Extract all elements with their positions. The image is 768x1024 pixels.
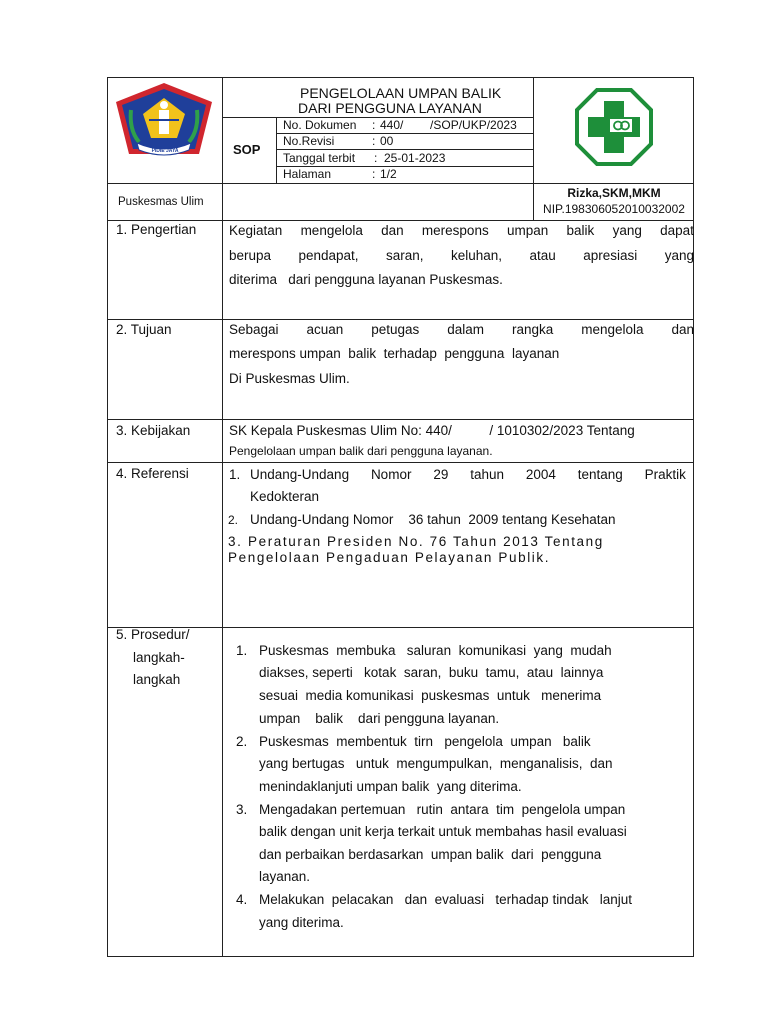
procedure-step-4-line-1: Melakukan pelacakan dan evaluasi terhadap tindak lanjut — [259, 892, 632, 907]
meta-sep-revision: : — [372, 134, 376, 148]
word: Praktik — [644, 467, 686, 482]
word: yang — [612, 223, 642, 238]
procedure-step-number-1: 1. — [236, 643, 248, 658]
word: mengelola — [300, 223, 363, 238]
section-label-policy: 3. Kebijakan — [116, 423, 191, 438]
meta-key-revision: No.Revisi — [283, 134, 335, 148]
section-label-procedure-1: 5. Prosedur/ — [116, 627, 190, 642]
policy-line-1: SK Kepala Puskesmas Ulim No: 440/ / 1010302/2023 Tentang — [229, 423, 635, 438]
reference-number-1: 1. — [229, 467, 241, 482]
meta-key-doc-number: No. Dokumen — [283, 118, 357, 132]
reference-item-1-cont: Kedokteran — [250, 489, 320, 504]
signer-nip: NIP.198306052010032002 — [543, 202, 685, 216]
procedure-step-4-line-2: yang diterima. — [259, 915, 344, 930]
procedure-step-3-line-3: dan perbaikan berdasarkan umpan balik dari pengguna — [259, 847, 602, 862]
section-line-3 — [107, 462, 694, 463]
signer-name: Rizka,SKM,MKM — [567, 186, 661, 200]
section-label-definition: 1. Pengertian — [116, 222, 197, 237]
reference-item-2: Undang-Undang Nomor 36 tahun 2009 tentang Kesehatan — [250, 512, 616, 527]
meta-sep-doc-number: : — [372, 118, 376, 132]
procedure-step-2-line-2: yang bertugas untuk mengumpulkan, menganalisis, dan — [259, 756, 613, 771]
word: merespons — [421, 223, 489, 238]
word: tentang — [577, 467, 623, 482]
section-line-1 — [107, 319, 694, 320]
meta-value-revision: 00 — [380, 134, 394, 148]
org-name: Puskesmas Ulim — [118, 196, 204, 208]
sop-label: SOP — [233, 142, 261, 157]
word: atau — [529, 248, 556, 263]
purpose-line-2: merespons umpan balik terhadap pengguna layanan — [229, 346, 560, 361]
table-border-left — [107, 77, 108, 957]
header-divider-logo — [222, 77, 223, 957]
procedure-step-1-line-3: sesuai media komunikasi puskesmas untuk menerima — [259, 688, 602, 703]
word: Undang-Undang — [250, 467, 350, 482]
procedure-step-number-4: 4. — [236, 892, 248, 907]
word: Kegiatan — [229, 223, 283, 238]
meta-key-issue-date: Tanggal terbit — [283, 151, 356, 165]
section-label-purpose: 2. Tujuan — [116, 322, 172, 337]
word: pendapat, — [298, 248, 359, 263]
word: dan — [381, 223, 404, 238]
section-line-4 — [107, 627, 694, 628]
table-border-bottom — [107, 956, 694, 957]
document-title-line-2: DARI PENGGUNA LAYANAN — [298, 100, 482, 116]
word: keluhan, — [451, 248, 503, 263]
procedure-step-3-line-1: Mengadakan pertemuan rutin antara tim pengelola umpan — [259, 802, 626, 817]
section-label-procedure-3: langkah — [133, 672, 181, 687]
word: dapat — [660, 223, 694, 238]
word: balik — [566, 223, 595, 238]
procedure-step-3-line-4: layanan. — [259, 869, 311, 884]
word: dalam — [447, 322, 485, 337]
section-label-references: 4. Referensi — [116, 466, 189, 481]
word: dan — [671, 322, 694, 337]
word: mengelola — [581, 322, 644, 337]
policy-line-2: Pengelolaan umpan balik dari pengguna layanan. — [229, 444, 493, 458]
word: 2004 — [525, 467, 556, 482]
procedure-step-number-3: 3. — [236, 802, 248, 817]
meta-sep-issue-date: : — [374, 151, 378, 165]
word: berupa — [229, 248, 272, 263]
meta-value-doc-number: 440/ /SOP/UKP/2023 — [380, 118, 517, 132]
header-bottom-line — [107, 183, 694, 184]
definition-line-1 — [229, 223, 694, 238]
meta-value-issue-date: 25-01-2023 — [384, 151, 446, 165]
meta-key-page: Halaman — [283, 167, 332, 181]
reference-number-3: 3. — [228, 534, 243, 549]
meta-value-page: 1/2 — [380, 167, 397, 181]
word: rangka — [511, 322, 554, 337]
header-divider-sop — [276, 117, 277, 183]
definition-line-3: diterima dari pengguna layanan Puskesmas. — [229, 272, 503, 287]
meta-sep-page: : — [372, 167, 376, 181]
procedure-step-1-line-2: diakses, seperti kotak saran, buku tamu, atau lainnya — [259, 665, 604, 680]
procedure-step-number-2: 2. — [236, 734, 248, 749]
word: acuan — [306, 322, 344, 337]
procedure-step-1-line-4: umpan balik dari pengguna layanan. — [259, 711, 500, 726]
purpose-line-1 — [229, 322, 694, 337]
procedure-step-3-line-2: balik dengan unit kerja terkait untuk membahas hasil evaluasi — [259, 824, 627, 839]
seal-banner-text: PIDIE JAYA — [151, 148, 179, 154]
definition-line-2 — [229, 248, 694, 263]
word: yang — [664, 248, 694, 263]
signer-row-bottom-line — [107, 220, 694, 221]
reference-item-3: Peraturan Presiden No. 76 Tahun 2013 Tentang — [248, 534, 604, 549]
purpose-line-3: Di Puskesmas Ulim. — [229, 371, 350, 386]
word: saran, — [386, 248, 424, 263]
word: tahun — [470, 467, 504, 482]
puskesmas-logo — [575, 88, 653, 166]
procedure-step-2-line-3: menindaklanjuti umpan balik yang diterima. — [259, 779, 522, 794]
reference-number-2: 2. — [228, 513, 239, 527]
word: Sebagai — [229, 322, 279, 337]
document-title-line-1: PENGELOLAAN UMPAN BALIK — [300, 85, 502, 101]
word: 29 — [433, 467, 449, 482]
procedure-step-2-line-1: Puskesmas membentuk tirn pengelola umpan balik — [259, 734, 591, 749]
procedure-step-1-line-1: Puskesmas membuka saluran komunikasi yang mudah — [259, 643, 612, 658]
word: umpan — [506, 223, 549, 238]
section-line-2 — [107, 419, 694, 420]
word: apresiasi — [583, 248, 638, 263]
reference-item-1 — [250, 467, 686, 482]
table-border-top — [107, 77, 694, 78]
word: Nomor — [370, 467, 412, 482]
reference-item-3-cont: Pengelolaan Pengaduan Pelayanan Publik. — [228, 550, 551, 565]
word: petugas — [371, 322, 420, 337]
section-label-procedure-2: langkah- — [133, 650, 185, 665]
